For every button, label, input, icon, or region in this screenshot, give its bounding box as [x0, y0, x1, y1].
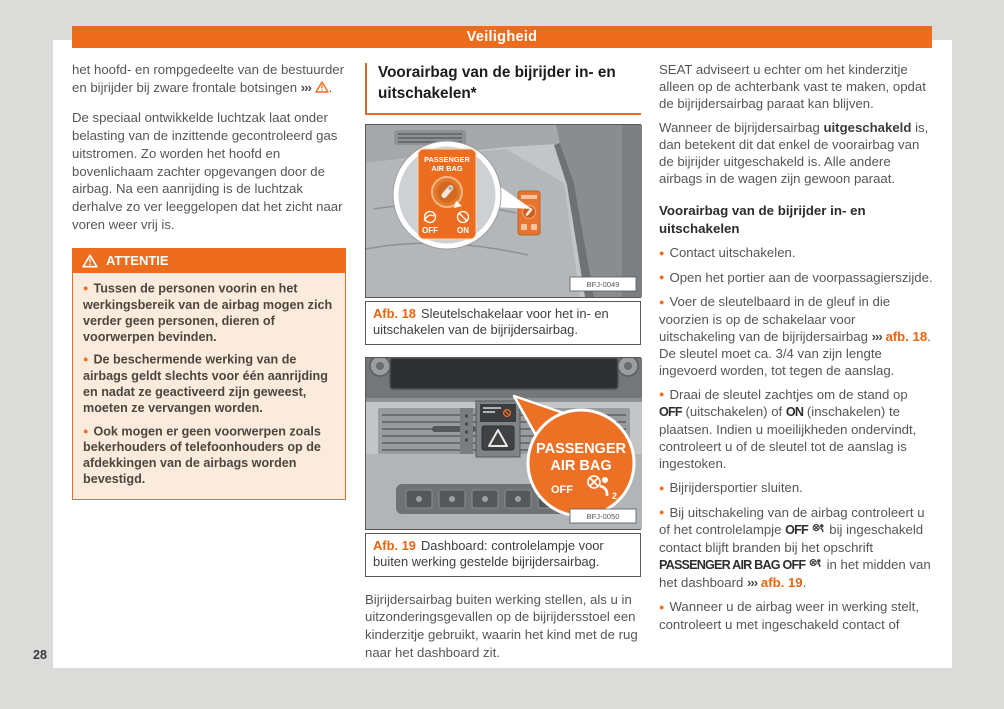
cross-reference-arrows: ›››	[871, 328, 882, 344]
sub-heading: Voorairbag van de bijrijder in- en uitschakelen	[659, 203, 866, 236]
paragraph: De speciaal ontwikkelde luchtzak laat onder belasting van de inzittende gecontroleerd gas uitstromen. Zo worden het hoofd en bovenlichaam zachter opgevangen door de airbag. Na een aanrijding is de luchtzak derhalve zo ver leeggelopen dat het zicht naar voren weer vrij is.	[72, 110, 343, 232]
off-keyword: OFF	[659, 405, 682, 419]
section-heading: Voorairbag van de bijrijder in- en uitschakelen*	[365, 63, 641, 115]
callout-line1: PASSENGER	[536, 440, 626, 457]
paragraph-text: het hoofd- en rompgedeelte van de bestuurder en bijrijder bij zware frontale botsingen	[72, 62, 344, 95]
attention-header	[72, 248, 346, 273]
step-text: Wanneer u de airbag weer in werking stelt, controleert u met ingeschakeld contact of	[659, 599, 919, 632]
bullet-dot: ●	[659, 601, 665, 612]
dashboard-warning-lamp-illustration	[366, 358, 642, 529]
passenger-airbag-keyswitch-small	[518, 191, 540, 235]
step-item	[659, 269, 933, 287]
left-column	[72, 61, 346, 500]
passenger-airbag-keyswitch-zoom	[418, 149, 476, 239]
attention-bullet-text: De beschermende werking van de airbags geldt slechts voor één aanrijding en nadat ze geactiveerd zijn geweest, moeten ze vervangen worden.	[83, 352, 328, 415]
step-text: Draai de sleutel zachtjes om de stand op	[669, 386, 908, 402]
paragraph	[659, 119, 933, 187]
page-header-bar	[72, 26, 932, 48]
right-column	[659, 61, 933, 640]
step-item	[659, 504, 933, 592]
attention-body	[72, 273, 346, 499]
center-module	[476, 401, 520, 457]
step-text: . De sleutel moet ca. 3/4 van zijn lengte ingevoerd worden, tot tegen de aanslag.	[659, 328, 931, 378]
attention-bullet	[83, 281, 335, 345]
hazard-button	[482, 426, 514, 450]
step-text: Voer de sleutelbaard in de gleuf in die voorzien is op de schakelaar voor uitschakeling van de bijrijdersairbag	[659, 294, 891, 344]
step-text: in het midden van het dashboard	[659, 557, 931, 590]
figure-label: Afb. 18	[373, 306, 416, 321]
callout-off-label: OFF	[551, 483, 573, 496]
paragraph-text: .	[328, 79, 333, 95]
cross-reference-arrows: ›››	[747, 575, 758, 590]
attention-title: ATTENTIE	[106, 252, 169, 268]
airbag-off-indicator-icon	[812, 522, 826, 537]
paragraph-text: Wanneer de bijrijdersairbag	[659, 120, 820, 135]
switch-title-line2: AIR BAG	[431, 164, 463, 173]
emphasized-word: uitgeschakeld	[823, 120, 912, 135]
step-text: bij ingeschakeld contact blijft branden bij het opschrift	[659, 522, 924, 555]
attention-bullet-text: Ook mogen er geen voorwerpen zoals bekerhouders of telefoonhouders op de afdekkingen van de airbags worden bevestigd.	[83, 424, 321, 486]
paragraph	[72, 61, 346, 96]
step-text: Bij uitschakeling van de airbag controleert u of het controlelampje	[659, 504, 925, 537]
attention-box	[72, 248, 346, 499]
figure-code: BFJ-0050	[586, 511, 620, 521]
bullet-dot: ●	[659, 296, 665, 307]
attention-bullet	[83, 352, 335, 416]
paragraph-text: is, dan betekent dit dat enkel de voorairbag van de bijrijder uitgeschakeld is. Alle andere airbags in de wagen zijn gewoon paraat.	[659, 120, 929, 186]
callout-line2: AIR BAG	[550, 457, 612, 474]
step-text: .	[802, 575, 807, 590]
paragraph: Bijrijdersairbag buiten werking stellen, als u in uitzonderingsgevallen op de bijrijdersstoel een kinderzitje gebruikt, waarin het kind met de rug naar het dashboard zit.	[365, 591, 638, 660]
bullet-dot: ●	[659, 507, 665, 517]
on-label: ON	[457, 226, 469, 235]
off-label: OFF	[422, 226, 438, 235]
step-text: (inschakelen) te plaatsen. Indien u moeilijkheden ondervindt, controleert u of de sleutel tot de aanslag is ingestoken.	[659, 404, 917, 471]
figure-18-image	[365, 124, 641, 298]
bullet-dot: ●	[83, 425, 89, 436]
step-item	[659, 479, 933, 497]
step-text: Contact uitschakelen.	[669, 245, 796, 260]
paragraph: SEAT adviseert u echter om het kinderzitje alleen op de achterbank vast te maken, opdat de bijrijdersairbag paraat kan blijven.	[659, 62, 926, 111]
passenger-airbag-off-keyword: PASSENGER AIR BAG OFF	[659, 558, 806, 572]
bullet-dot: ●	[659, 272, 665, 282]
bullet-dot: ●	[659, 389, 665, 399]
figure-caption-text: Sleutelschakelaar voor het in- en uitschakelen van de bijrijdersairbag.	[373, 306, 609, 338]
step-text: Bijrijdersportier sluiten.	[669, 480, 803, 495]
cross-reference-arrows: ›››	[300, 79, 311, 95]
warning-triangle-icon	[315, 80, 329, 95]
bullet-dot: ●	[659, 482, 665, 493]
on-keyword: ON	[785, 405, 804, 419]
bullet-dot: ●	[83, 283, 89, 294]
page-number: 28	[33, 648, 47, 662]
figure-18-caption	[365, 301, 641, 345]
attention-bullet	[83, 424, 335, 488]
off-keyword: OFF	[785, 523, 808, 537]
dashboard-switch-illustration	[366, 125, 642, 297]
step-text: (uitschakelen) of	[685, 404, 783, 419]
figure-code: BFJ-0049	[586, 280, 620, 289]
figure-19-link[interactable]: afb. 19	[760, 575, 803, 590]
figure-19-image	[365, 357, 641, 530]
figure-18-link[interactable]: afb. 18	[885, 328, 928, 344]
figure-caption-text: Dashboard: controlelampje voor buiten werking gestelde bijrijdersairbag.	[373, 537, 604, 570]
airbag-off-indicator-icon	[809, 557, 823, 572]
bullet-dot: ●	[83, 354, 89, 365]
callout-subscript: 2	[612, 490, 618, 501]
middle-column	[365, 63, 641, 674]
attention-bullet-text: Tussen de personen voorin en het werkingsbereik van de airbag mogen zich verder geen personen, dieren of voorwerpen bevinden.	[83, 281, 333, 344]
step-item	[659, 386, 933, 473]
page-title: Veiligheid	[466, 29, 538, 45]
step-item	[659, 244, 933, 262]
warning-triangle-icon	[82, 254, 98, 268]
figure-19-caption	[365, 533, 641, 577]
figure-label: Afb. 19	[373, 537, 416, 553]
step-text: Open het portier aan de voorpassagierszijde.	[669, 269, 933, 285]
switch-title-line1: PASSENGER	[424, 155, 470, 164]
step-item	[659, 293, 933, 379]
step-item	[659, 598, 933, 633]
bullet-dot: ●	[659, 247, 665, 258]
